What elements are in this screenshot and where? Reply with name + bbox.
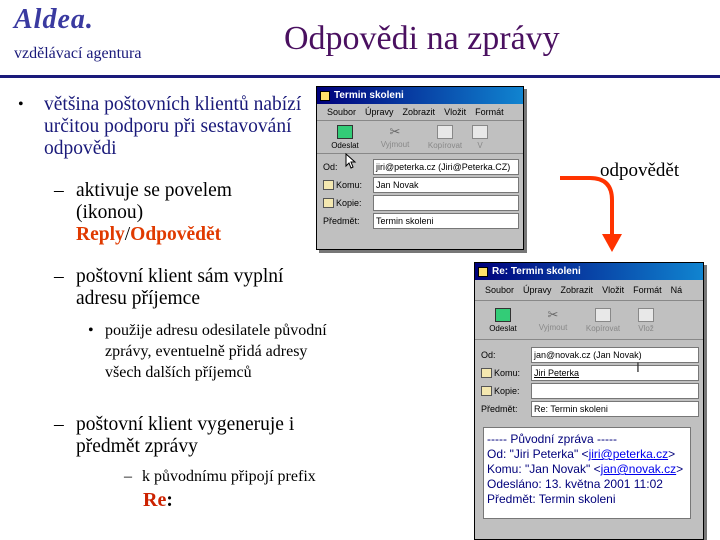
quote-sent: Odesláno: 13. května 2001 11:02 bbox=[487, 477, 663, 491]
paste-button[interactable] bbox=[473, 122, 487, 152]
menu-format[interactable]: Formát bbox=[475, 107, 504, 117]
address-book-icon bbox=[481, 386, 492, 396]
reply-label: Reply bbox=[76, 224, 125, 245]
quote-header: ----- Původní zpráva ----- bbox=[487, 432, 618, 446]
address-book-icon bbox=[323, 180, 334, 190]
bullet-icon: • bbox=[18, 96, 24, 113]
cut-label: Vyjmout bbox=[538, 322, 568, 332]
paste-icon bbox=[472, 125, 488, 139]
to-label: Komu: bbox=[336, 180, 363, 190]
prefix-colon: : bbox=[166, 490, 173, 511]
odpovedet-label: Odpovědět bbox=[130, 224, 222, 245]
window1-titlebar[interactable] bbox=[317, 87, 523, 104]
dash-3: – bbox=[54, 414, 64, 435]
mail-icon bbox=[478, 267, 488, 277]
sub-bullet-2: poštovní klient sám vyplní adresu příjemce bbox=[76, 266, 284, 309]
quote-from-suffix: > bbox=[668, 447, 676, 461]
cut-label: Vyjmout bbox=[380, 139, 410, 149]
quote-from-link[interactable]: jiri@peterka.cz bbox=[588, 447, 669, 461]
dash-4: – bbox=[124, 468, 132, 485]
cut-button[interactable] bbox=[531, 305, 575, 335]
cc-field[interactable] bbox=[531, 383, 699, 399]
copy-label: Kopírovat bbox=[585, 323, 621, 333]
paste-button[interactable] bbox=[631, 305, 661, 335]
window2-menubar bbox=[475, 280, 703, 301]
to-label: Komu: bbox=[494, 368, 521, 378]
quote-to-suffix: > bbox=[676, 462, 684, 476]
dash-2: – bbox=[54, 266, 64, 287]
compose-window-original bbox=[316, 86, 524, 250]
to-field[interactable]: Jan Novak bbox=[373, 177, 519, 193]
menu-napoveda[interactable]: Ná bbox=[670, 285, 683, 295]
header-divider bbox=[0, 75, 720, 78]
reply-command bbox=[76, 224, 326, 246]
mouse-cursor-icon bbox=[345, 153, 357, 169]
subtitle: vzdělávací agentura bbox=[14, 45, 142, 62]
window2-title: Re: Termin skoleni bbox=[492, 266, 581, 277]
window1-title: Termin skoleni bbox=[334, 90, 404, 101]
page-title: Odpovědi na zprávy bbox=[284, 20, 560, 57]
menu-soubor[interactable]: Soubor bbox=[485, 285, 515, 295]
from-label: Od: bbox=[323, 162, 338, 172]
send-icon bbox=[495, 308, 511, 322]
cc-label: Kopie: bbox=[494, 386, 520, 396]
from-field[interactable]: jiri@peterka.cz (Jiri@Peterka.CZ) bbox=[373, 159, 519, 175]
quote-from bbox=[487, 447, 687, 462]
to-label-button[interactable] bbox=[323, 180, 373, 190]
address-book-icon bbox=[323, 198, 334, 208]
send-label: Odeslat bbox=[489, 323, 517, 333]
menu-upravy[interactable]: Úpravy bbox=[523, 285, 552, 295]
window1-toolbar bbox=[317, 121, 523, 154]
quote-to bbox=[487, 462, 687, 477]
dash-1: – bbox=[54, 180, 64, 201]
sub-bullet-1-line1: aktivuje se povelem bbox=[76, 180, 232, 201]
scissors-icon: ✂ bbox=[547, 306, 559, 322]
menu-soubor[interactable]: Soubor bbox=[327, 107, 357, 117]
sub-bullet-3: poštovní klient vygeneruje i předmět zprávy bbox=[76, 414, 295, 457]
sub-bullet-1-line2: (ikonou) bbox=[76, 202, 144, 223]
window2-fields bbox=[475, 340, 703, 418]
send-label: Odeslat bbox=[331, 140, 359, 150]
sub-bullet-1 bbox=[76, 180, 326, 246]
from-label: Od: bbox=[481, 350, 496, 360]
send-icon bbox=[337, 125, 353, 139]
paste-icon bbox=[638, 308, 654, 322]
to-label-button[interactable] bbox=[481, 368, 531, 378]
bullet-main-text: většina poštovních klientů nabízí určitou podporu při sestavování odpovědi bbox=[44, 94, 302, 159]
paste-label: V bbox=[477, 140, 483, 150]
to-field[interactable]: Jiri Peterka bbox=[531, 365, 699, 381]
menu-vlozit[interactable]: Vložit bbox=[444, 107, 467, 117]
subject-field[interactable]: Re: Termin skoleni bbox=[531, 401, 699, 417]
subject-label: Předmět: bbox=[323, 216, 360, 226]
arrow-icon bbox=[560, 170, 640, 260]
quote-subject: Předmět: Termin skoleni bbox=[487, 492, 616, 506]
paste-label: Vlož bbox=[638, 323, 654, 333]
detail-bullet-icon: • bbox=[88, 322, 94, 339]
address-book-icon bbox=[481, 368, 492, 378]
cc-label: Kopie: bbox=[336, 198, 362, 208]
cc-field[interactable] bbox=[373, 195, 519, 211]
menu-vlozit[interactable]: Vložit bbox=[602, 285, 625, 295]
menu-zobrazit[interactable]: Zobrazit bbox=[560, 285, 594, 295]
cut-button[interactable] bbox=[373, 122, 417, 152]
quote-to-text: Komu: "Jan Novak" < bbox=[487, 462, 601, 476]
message-body[interactable] bbox=[483, 427, 691, 519]
logo: Aldea. bbox=[14, 4, 94, 35]
send-button[interactable] bbox=[323, 122, 367, 152]
window1-menubar bbox=[317, 104, 523, 121]
copy-label: Kopírovat bbox=[427, 140, 463, 150]
reply-slash: / bbox=[124, 224, 131, 245]
menu-upravy[interactable]: Úpravy bbox=[365, 107, 394, 117]
subject-label: Předmět: bbox=[481, 404, 518, 414]
window2-titlebar[interactable] bbox=[475, 263, 703, 280]
copy-button[interactable] bbox=[581, 305, 625, 335]
reply-window bbox=[474, 262, 704, 540]
quote-from-text: Od: "Jiri Peterka" < bbox=[487, 447, 589, 461]
menu-format[interactable]: Formát bbox=[633, 285, 662, 295]
mail-icon bbox=[320, 91, 330, 101]
quote-to-link[interactable]: jan@novak.cz bbox=[600, 462, 677, 476]
from-field[interactable]: jan@novak.cz (Jan Novak) bbox=[531, 347, 699, 363]
window2-toolbar bbox=[475, 301, 703, 340]
sub-bullet-2-detail: použije adresu odesilatele původní zprávy, eventuelně přidá adresy všech dalších příjemců bbox=[105, 322, 327, 381]
prefix-re bbox=[143, 489, 173, 512]
prefix-re-text: Re bbox=[143, 489, 167, 511]
text-cursor-icon: I bbox=[636, 359, 640, 375]
copy-icon bbox=[595, 308, 611, 322]
arrow-label: odpovědět bbox=[600, 160, 680, 181]
cc-label-button[interactable] bbox=[481, 386, 531, 396]
subject-field[interactable]: Termin skoleni bbox=[373, 213, 519, 229]
scissors-icon: ✂ bbox=[389, 123, 401, 139]
cc-label-button[interactable] bbox=[323, 198, 373, 208]
copy-icon bbox=[437, 125, 453, 139]
menu-zobrazit[interactable]: Zobrazit bbox=[402, 107, 436, 117]
copy-button[interactable] bbox=[423, 122, 467, 152]
sub-bullet-3-detail: k původnímu připojí prefix bbox=[142, 468, 316, 485]
send-button[interactable] bbox=[481, 305, 525, 335]
